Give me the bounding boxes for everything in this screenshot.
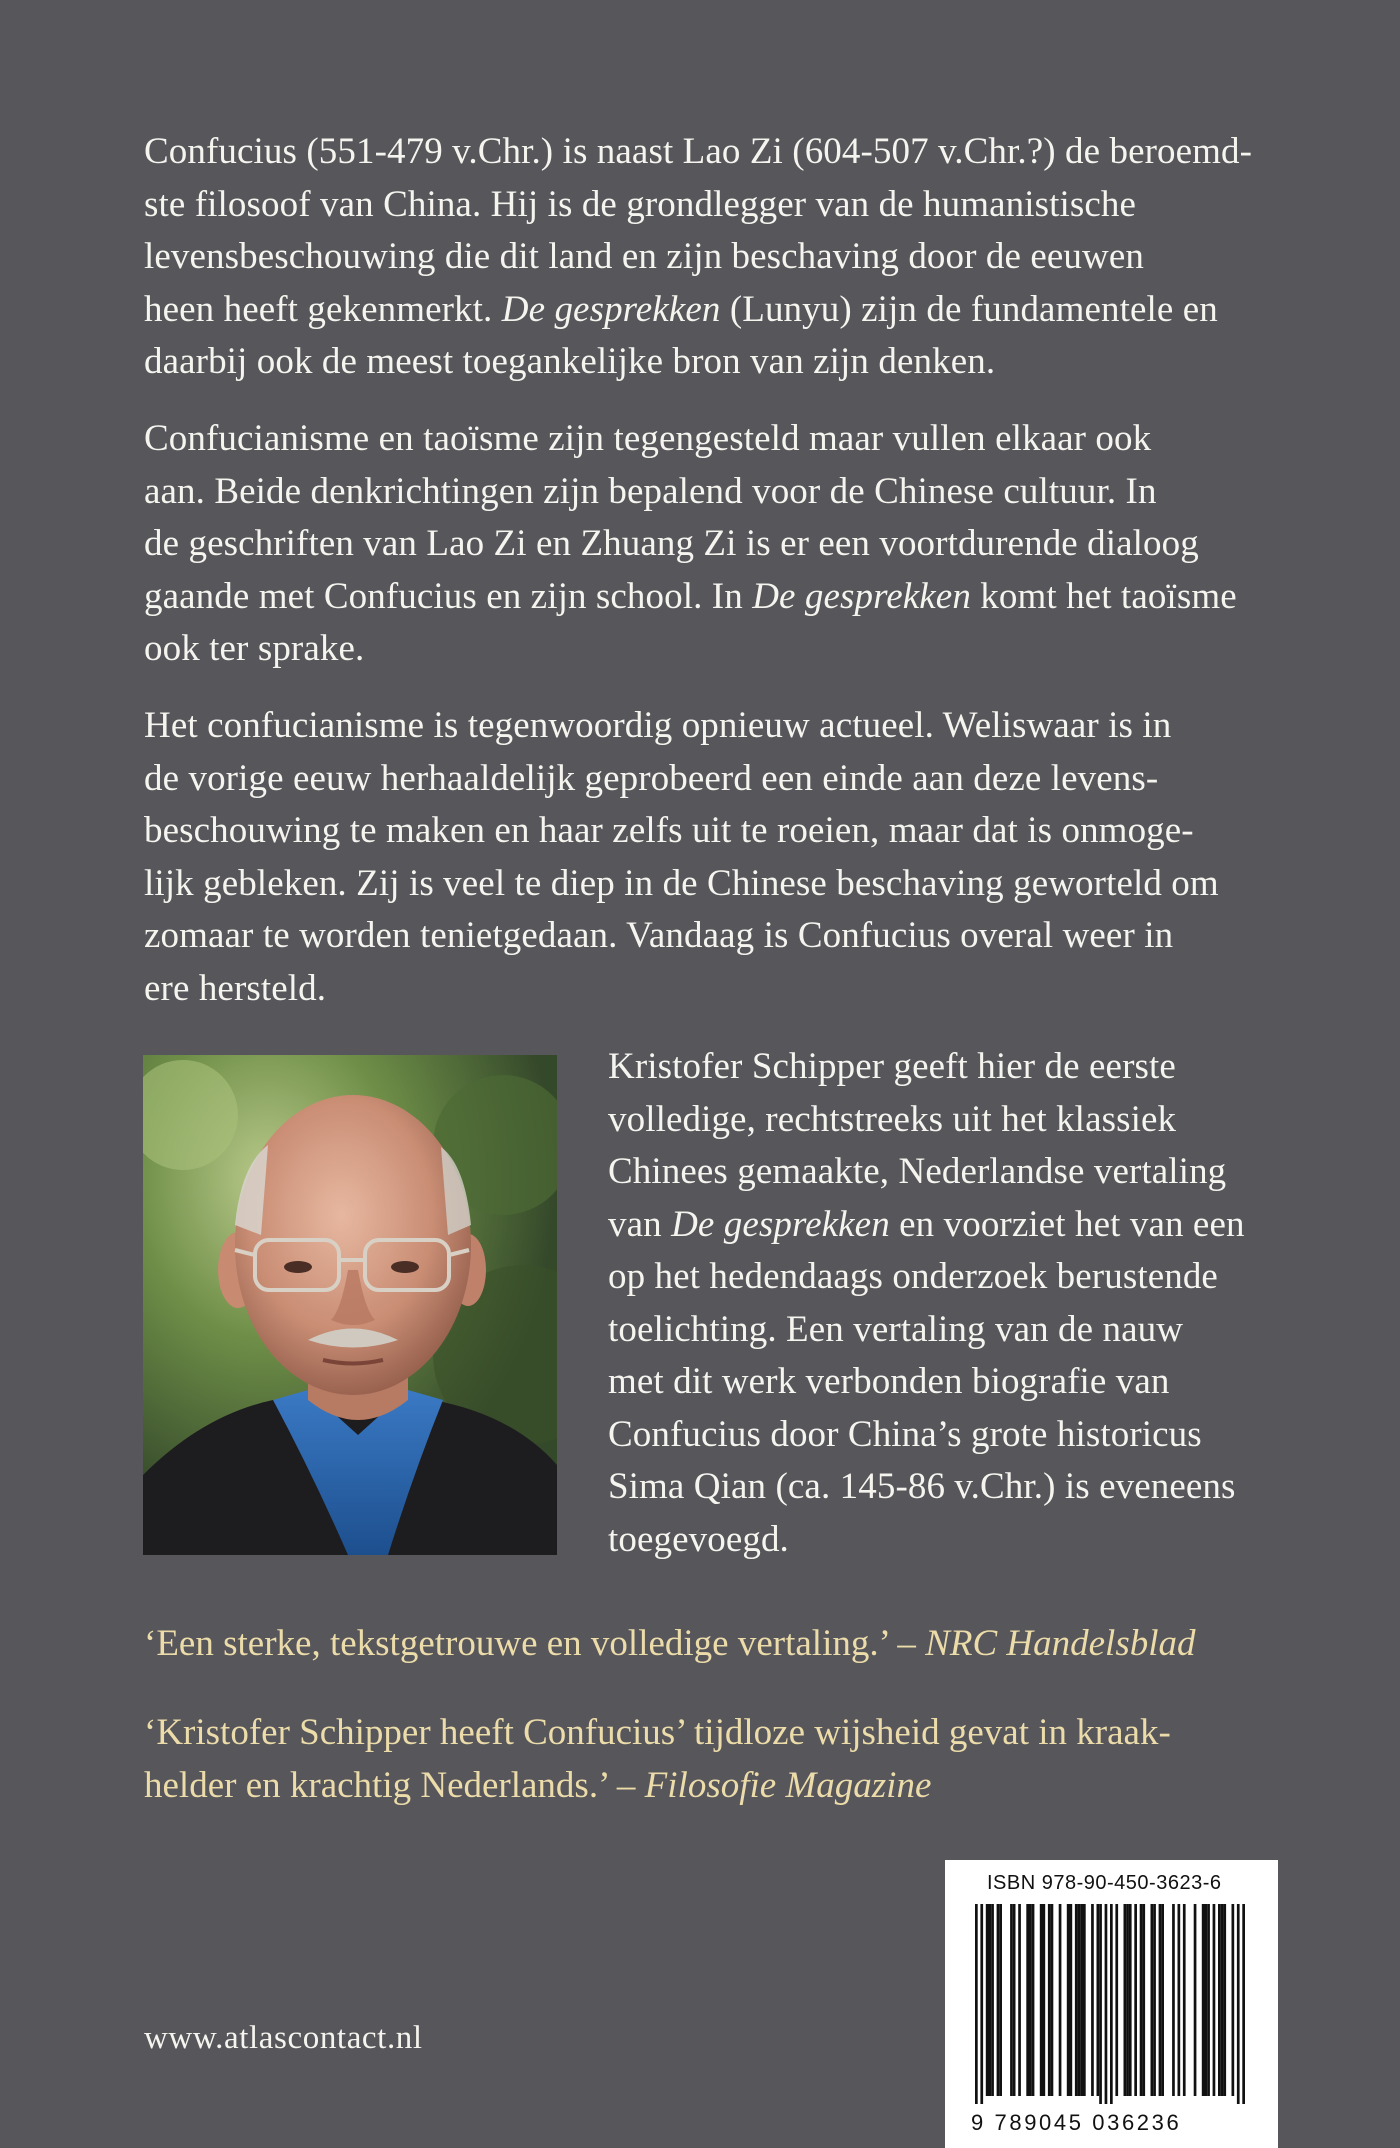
barcode-bar <box>1232 1904 1235 2096</box>
barcode-bar <box>1159 1904 1162 2096</box>
text-line: de geschriften van Lao Zi en Zhuang Zi is er een voortdurende dialoog <box>144 523 1199 564</box>
barcode-bar <box>1048 1904 1051 2096</box>
text-line: op het hedendaags onderzoek berustende <box>608 1256 1218 1297</box>
text-line <box>608 1199 1288 1252</box>
barcode-bar <box>1205 1904 1208 2096</box>
barcode-bar <box>1026 1904 1029 2096</box>
barcode-bar <box>1221 1904 1224 2096</box>
text-line: de vorige eeuw herhaaldelijk geprobeerd een einde aan deze levens- <box>144 757 1159 799</box>
text-segment: en voorziet het van een <box>889 1203 1245 1245</box>
barcode-bar <box>1097 1904 1100 2096</box>
barcode-bar <box>1070 1904 1073 2096</box>
barcode-bar <box>1075 1904 1078 2096</box>
text-segment: heen heeft gekenmerkt. <box>144 288 502 330</box>
barcode-bar <box>1207 1904 1210 2096</box>
quote-source: Filosofie Magazine <box>644 1764 932 1806</box>
barcode-bar <box>991 1904 994 2096</box>
text-line: met dit werk verbonden biografie van <box>608 1361 1170 1402</box>
barcode-bar <box>1091 1904 1094 2096</box>
text-line: Sima Qian (ca. 145-86 v.Chr.) is eveneens <box>608 1466 1236 1507</box>
barcode-bar <box>1067 1904 1070 2096</box>
barcode-bar <box>1124 1904 1127 2096</box>
text-line: zomaar te worden tenietgedaan. Vandaag is Confucius overal weer in <box>144 915 1174 956</box>
barcode-bar <box>1059 1904 1062 2096</box>
blurb-paragraph-2 <box>144 413 1274 676</box>
text-line <box>144 571 1274 624</box>
ean-digits: 9 789045 036236 <box>971 2110 1182 2135</box>
quote-source: NRC Handelsblad <box>925 1623 1196 1664</box>
blurb-paragraph-4 <box>608 1041 1288 1566</box>
barcode-bar <box>1153 1904 1156 2096</box>
isbn-barcode <box>945 1860 1278 2148</box>
quote-text: ‘Een sterke, tekstgetrouwe en volledige vertaling.’ – <box>144 1623 926 1664</box>
barcode-bar <box>989 1904 992 2096</box>
barcode-bar <box>1178 1904 1181 2096</box>
barcode-bar <box>1040 1904 1043 2096</box>
text-line: Confucianisme en taoïsme zijn tegengesteld maar vullen elkaar ook <box>144 418 1152 459</box>
text-line: Chinees gemaakte, Nederlandse vertaling <box>608 1151 1227 1192</box>
text-line: daarbij ook de meest toegankelijke bron van zijn denken. <box>144 341 996 382</box>
text-line: levensbeschouwing die dit land en zijn beschaving door de eeuwen <box>144 236 1144 277</box>
text-line: Kristofer Schipper geeft hier de eerste <box>608 1046 1176 1087</box>
barcode-bar <box>1213 1904 1216 2096</box>
barcode-bar <box>1172 1904 1175 2096</box>
book-title-italic: De gesprekken <box>752 575 971 617</box>
review-quote-2 <box>144 1707 1171 1812</box>
barcode-bar <box>1161 1904 1164 2096</box>
barcode-bar <box>1013 1904 1016 2096</box>
text-line: Het confucianisme is tegenwoordig opnieuw actueel. Weliswaar is in <box>144 705 1172 746</box>
text-line: Confucius door China’s grote historicus <box>608 1413 1202 1455</box>
text-segment: gaande met Confucius en zijn school. In <box>144 575 753 617</box>
text-segment: (Lunyu) zijn de fundamentele en <box>720 288 1218 330</box>
barcode-bar <box>1151 1904 1154 2096</box>
book-title-italic: De gesprekken <box>501 288 721 330</box>
barcode-bar <box>1029 1904 1032 2096</box>
barcode-bar <box>1078 1904 1081 2096</box>
barcode-bar <box>1099 1904 1102 2104</box>
text-line <box>144 1618 1196 1671</box>
barcode-bar <box>975 1904 978 2104</box>
barcode-bar <box>1126 1904 1129 2096</box>
text-line: toegevoegd. <box>608 1518 789 1560</box>
blurb-paragraph-3 <box>144 700 1274 1015</box>
text-line: Confucius (551-479 v.Chr.) is naast Lao Zi (604-507 v.Chr.?) de beroemd- <box>144 131 1253 172</box>
publisher-website: www.atlascontact.nl <box>144 2020 423 2056</box>
book-title-italic: De gesprekken <box>671 1203 890 1245</box>
barcode-bar <box>1018 1904 1021 2096</box>
barcode-bar <box>1183 1904 1186 2096</box>
barcode-bar <box>1242 1904 1245 2104</box>
barcode-bar <box>1051 1904 1054 2096</box>
author-photo <box>143 1055 557 1555</box>
isbn-label: ISBN 978-90-450-3623-6 <box>987 1872 1222 1894</box>
barcode-bar <box>1080 1904 1083 2096</box>
barcode-bar <box>1194 1904 1197 2096</box>
barcode-bar <box>1083 1904 1086 2096</box>
text-line: ste filosoof van China. Hij is de grondlegger van de humanistische <box>144 183 1137 225</box>
text-line: beschouwing te maken en haar zelfs uit te roeien, maar dat is onmoge- <box>144 810 1194 851</box>
text-line: ook ter sprake. <box>144 628 365 669</box>
barcode-bar <box>980 1904 983 2104</box>
text-segment: van <box>608 1203 672 1245</box>
review-quote-1 <box>144 1618 1196 1671</box>
barcode-bar <box>1142 1904 1145 2096</box>
text-line <box>144 1760 1171 1813</box>
text-line: volledige, rechtstreeks uit het klassiek <box>608 1098 1177 1140</box>
barcode-bar <box>1110 1904 1113 2104</box>
barcode-bar <box>1237 1904 1240 2104</box>
text-line: ‘Kristofer Schipper heeft Confucius’ tijdloze wijsheid gevat in kraak- <box>144 1712 1171 1753</box>
barcode-bar <box>986 1904 989 2096</box>
barcode-bar <box>1218 1904 1221 2096</box>
author-portrait-illustration <box>143 1055 557 1555</box>
text-line: toelichting. Een vertaling van de nauw <box>608 1308 1184 1350</box>
text-line: lijk gebleken. Zij is veel te diep in de Chinese beschaving geworteld om <box>144 862 1219 904</box>
text-line: aan. Beide denkrichtingen zijn bepalend voor de Chinese cultuur. In <box>144 470 1157 512</box>
barcode-bar <box>1032 1904 1035 2096</box>
barcode-bar <box>1140 1904 1143 2096</box>
barcode-bar <box>1043 1904 1046 2096</box>
barcode-bar <box>1115 1904 1118 2096</box>
barcode-bar <box>1223 1904 1226 2096</box>
barcode-bar <box>1134 1904 1137 2096</box>
barcode-bar <box>999 1904 1002 2096</box>
barcode-bar <box>997 1904 1000 2096</box>
barcode-bar <box>1010 1904 1013 2096</box>
barcode-bar <box>1129 1904 1132 2096</box>
text-line: ere hersteld. <box>144 967 327 1009</box>
barcode-bars <box>975 1904 1250 2104</box>
quote-text: helder en krachtig Nederlands.’ – <box>144 1764 645 1806</box>
barcode-bar <box>1202 1904 1205 2096</box>
barcode-bar <box>1105 1904 1108 2104</box>
text-line <box>144 284 1274 337</box>
blurb-paragraph-1 <box>144 126 1274 389</box>
text-segment: komt het taoïsme <box>970 575 1237 617</box>
